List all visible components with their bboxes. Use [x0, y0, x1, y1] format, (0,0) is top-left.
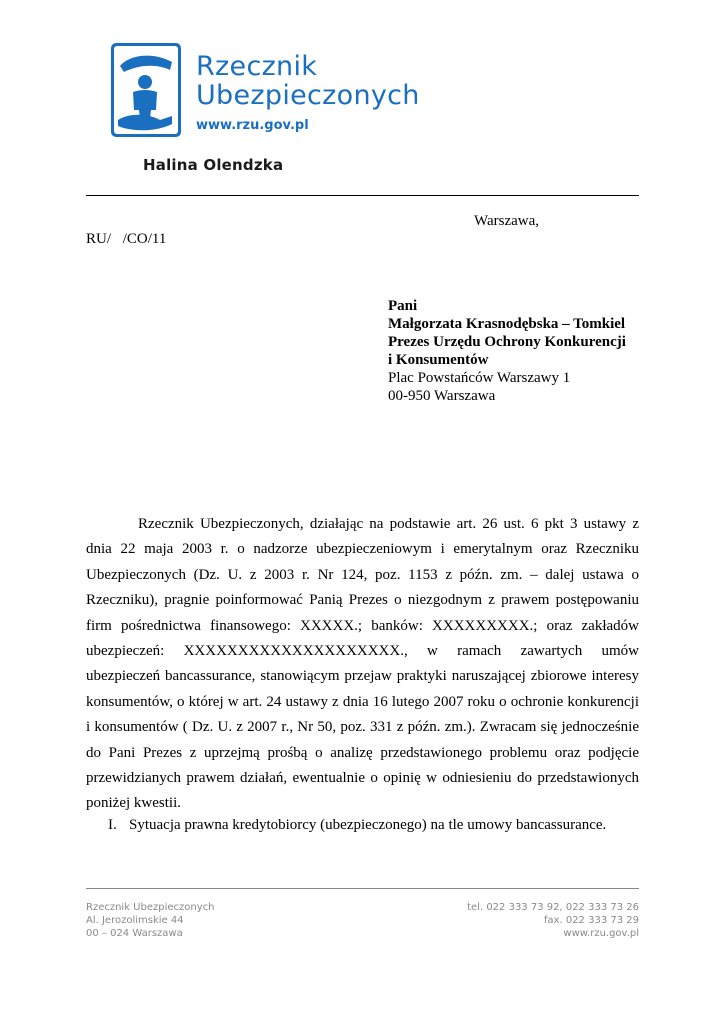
signatory-name: Halina Olendzka: [143, 156, 284, 174]
recipient-street: Plac Powstańców Warszawy 1: [388, 370, 571, 386]
footer-divider: [86, 888, 639, 889]
recipient-name: Małgorzata Krasnodębska – Tomkiel: [388, 316, 626, 332]
logo-name-line1: Rzecznik: [196, 51, 318, 82]
footer-org: Rzecznik Ubezpieczonych: [86, 902, 215, 913]
footer-tel: tel. 022 333 73 92, 022 333 73 26: [467, 902, 639, 913]
footer-web[interactable]: www.rzu.gov.pl: [563, 928, 639, 939]
recipient-address: [388, 297, 626, 405]
footer-address: [86, 901, 215, 940]
recipient-salutation: Pani: [388, 298, 418, 314]
rzu-logo-emblem: [110, 42, 182, 138]
section-heading: [108, 817, 606, 834]
footer-street: Al. Jerozolimskie 44: [86, 915, 184, 926]
body-paragraph: Rzecznik Ubezpieczonych, działając na podstawie art. 26 ust. 6 pkt 3 ustawy z dnia 22 maja 2003 r. o nadzorze ubezpieczeniowym i emerytalnym oraz Rzeczniku Ubezpieczonych (Dz. U. z 2003 r. Nr 124, poz. 1153 z późn. zm. – dalej ustawa o Rzeczniku), pragnie poinformować Panią Prezes o niezgodnym z prawem postępowaniu firm pośrednictwa finansowego: XXXXX.; banków: XXXXXXXXX.; oraz zakładów ubezpieczeń: XXXXXXXXXXXXXXXXXXXX., w ramach zawartych umów ubezpieczeń bancassurance, stanowiącym przejaw praktyki naruszającej zbiorowe interesy konsumentów, o której w art. 24 ustawy z dnia 16 lutego 2007 roku o ochronie konkurencji i konsumentów ( Dz. U. z 2007 r., Nr 50, poz. 331 z późn. zm.). Zwracam się jednocześnie do Pani Prezes z uprzejmą prośbą o analizę przedstawionego problemu oraz podjęcie przewidzianych prawem działań, ewentualnie o opinię w odniesieniu do przedstawionych poniżej kwestii.: [86, 516, 639, 812]
reference-number: RU/ /CO/11: [86, 231, 167, 247]
footer-fax: fax. 022 333 73 29: [543, 915, 639, 926]
recipient-postal: 00-950 Warszawa: [388, 388, 496, 404]
letter-body: [86, 512, 639, 817]
logo-name-line2: Ubezpieczonych: [196, 80, 420, 111]
footer-contact: [467, 901, 639, 940]
place-line: Warszawa,: [474, 213, 540, 229]
section-number: I.: [108, 817, 117, 833]
recipient-title-line2: i Konsumentów: [388, 352, 489, 368]
section-title: Sytuacja prawna kredytobiorcy (ubezpieczonego) na tle umowy bancassurance.: [129, 817, 607, 833]
recipient-title-line1: Prezes Urzędu Ochrony Konkurencji: [388, 334, 626, 350]
logo-url[interactable]: www.rzu.gov.pl: [196, 118, 309, 133]
header-divider: [86, 195, 639, 196]
footer-postal: 00 – 024 Warszawa: [86, 928, 183, 939]
